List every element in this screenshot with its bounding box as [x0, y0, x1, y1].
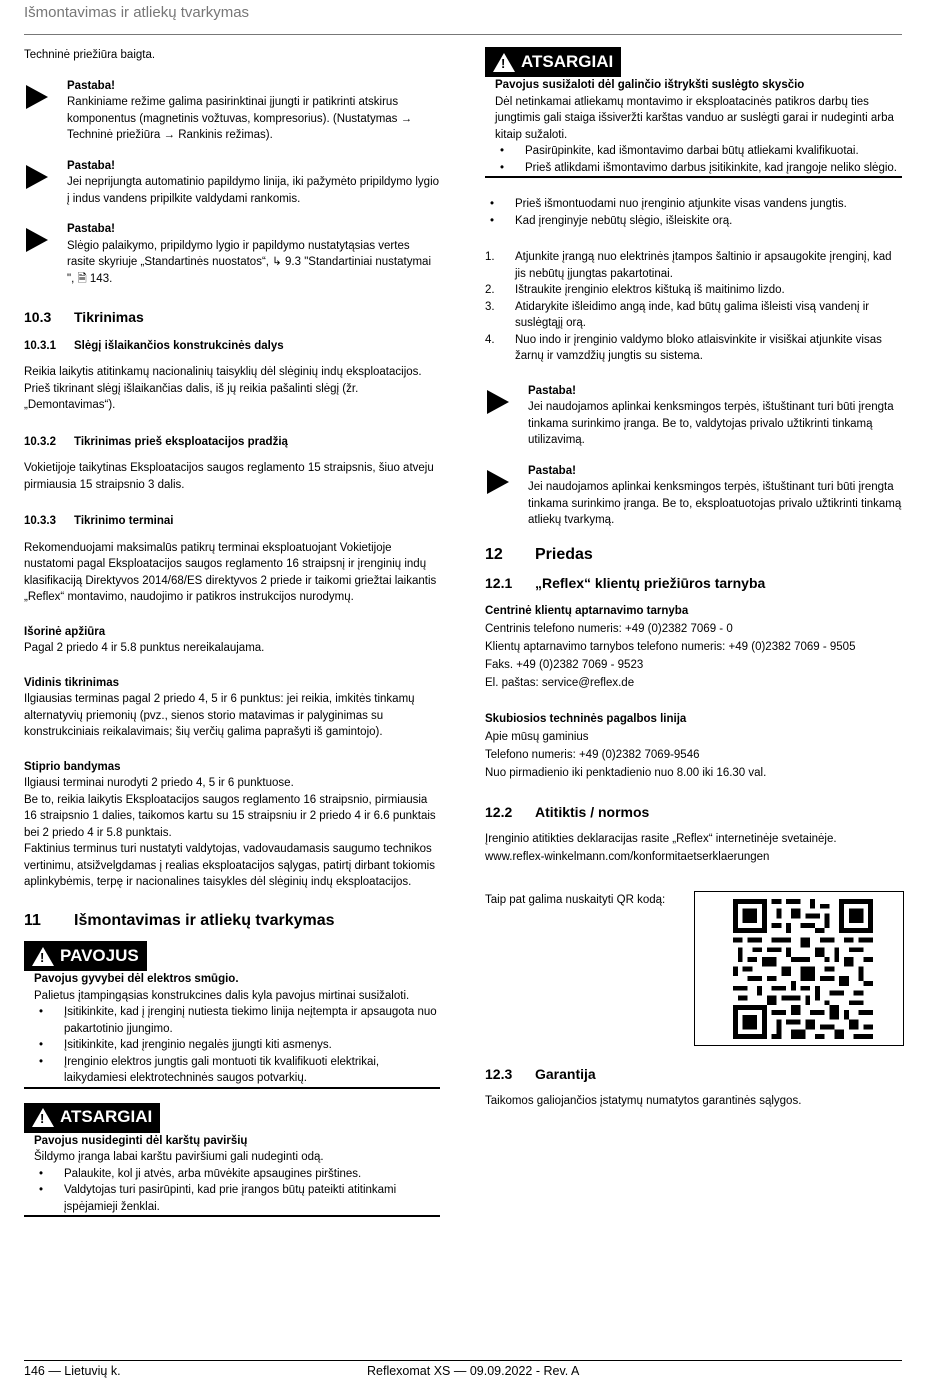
- intro-text: Techninė priežiūra baigta.: [24, 49, 156, 61]
- step-item: 4. Nuo indo ir įrenginio valdymo bloko atlaisvinkite ir visiškai atjunkite visas žarnų ir vamzdžių jungtis su sistema.: [485, 333, 882, 362]
- caution-hot-block: [24, 1103, 440, 1218]
- subheading-strength: Stiprio bandymas: [24, 760, 121, 773]
- contact-line: Apie mūsų gaminius: [485, 730, 589, 743]
- list-item: • Įsitikinkite, kad įrenginio negalės įjungti kiti asmenys.: [34, 1037, 440, 1054]
- caution-body: [24, 1133, 440, 1216]
- note-disposal-2: [485, 463, 902, 529]
- warranty-section: [485, 1066, 902, 1109]
- qr-code-icon: [733, 899, 873, 1039]
- danger-block: [24, 941, 440, 1089]
- note-manual-mode: [24, 78, 440, 144]
- note-disposal-1: [485, 383, 902, 449]
- section-heading-11: 11 Išmontavimas ir atliekų tvarkymas: [24, 911, 335, 929]
- note-title: Pastaba!: [67, 159, 115, 172]
- subheading-hotline: Skubiosios techninės pagalbos linija: [485, 712, 687, 725]
- note-arrow-icon: [487, 390, 509, 414]
- list-item: • Prieš atlikdami išmontavimo darbus įsitikinkite, kad įrangoje neliko slėgio.: [495, 160, 902, 177]
- section-heading-12: 12 Priedas: [485, 545, 593, 563]
- subheading-inner: Vidinis tikrinimas: [24, 676, 120, 689]
- warning-rule: [24, 1087, 440, 1089]
- warning-list: [34, 1166, 440, 1216]
- central-service: [485, 602, 902, 692]
- warning-triangle-icon: !: [32, 947, 54, 966]
- paragraph: Ilgiausias terminas pagal 2 priedo 4, 5 ir 6 punktus: jei reikia, imkitės tinkamų alternatyvių priemonių (pvz., sienos storio matavimas ir palyginimas su konstrukciniais reikalavimais; šių verčių galima paprašyti iš gamintojo).: [24, 693, 415, 738]
- note-text: Rankiniame režime galima pasirinktinai įjungti ir patikrinti atskirus komponentus (magnetinis vožtuvas, kompresorius). (Nustatymas → Techninė priežiūra → Rankinis režimas).: [67, 96, 413, 141]
- paragraph: Vokietijoje taikytinas Eksploatacijos saugos reglamento 15 straipsnis, šiuo atveju pirmiausia 15 straipsnio 3 dalis.: [24, 462, 434, 491]
- note-arrow-icon: [26, 165, 48, 189]
- warning-list: [495, 143, 902, 176]
- step-item: 1. Atjunkite įrangą nuo elektrinės įtampos šaltinio ir apsaugokite įrenginį, kad jis nebūtų įjungtas pakartotinai.: [485, 251, 892, 280]
- paragraph: Taikomos galiojančios įstatymų numatytos garantinės sąlygos.: [485, 1094, 802, 1107]
- note-title: Pastaba!: [528, 384, 576, 397]
- contact-line: Centrinis telefono numeris: +49 (0)2382 7069 - 0: [485, 622, 733, 635]
- list-item: • Palaukite, kol ji atvės, arba mūvėkite apsaugines pirštines.: [34, 1166, 440, 1183]
- contact-line: Nuo pirmadienio iki penktadienio nuo 8.00 iki 16.30 val.: [485, 766, 767, 779]
- caution-badge: ! ATSARGIAI: [485, 47, 621, 77]
- footer-rule: [24, 1360, 902, 1361]
- list-item: • Valdytojas turi pasirūpinti, kad prie įrangos būtų pateikti atitinkami įspėjamieji ženklai.: [34, 1182, 440, 1215]
- header-rule: [24, 34, 902, 35]
- paragraph: Rekomenduojami maksimalūs patikrų terminai eksploatuojant Vokietijoje nustatomi pagal Eksploatacijos saugos reglamento 16 straipsnį ir įrenginių indų klasifikaciją Direktyvos 2014/68/ES direktyvos 2 priede ir taikomi griežtai laikantis „Reflex“ montavimo, naudojimo ir patikros instrukcijos nurodymų.: [24, 541, 437, 603]
- danger-badge: ! PAVOJUS: [24, 941, 147, 971]
- section-heading-12-2: 12.2 Atitiktis / normos: [485, 803, 650, 820]
- contact-line: Klientų aptarnavimo tarnybos telefono numeris: +49 (0)2382 7069 - 9505: [485, 640, 856, 653]
- left-column: [24, 47, 440, 1217]
- paragraph: Reikia laikytis atitinkamų nacionalinių taisyklių dėl slėginių indų eksploatacijos. Prieš tikrinant slėgį išlaikančias dalis, iš jų reikia pašalinti slėgį (žr. „Demontavimas“).: [24, 366, 422, 411]
- conformity-text: [485, 830, 902, 866]
- conformity-url: www.reflex-winkelmann.com/konformitaetserklaerungen: [485, 851, 770, 863]
- warning-text: Šildymo įranga labai karštu paviršiumi gali nudeginti odą.: [34, 1151, 324, 1163]
- right-column: [485, 47, 902, 866]
- note-text: Jei naudojamos aplinkai kenksmingos terpės, ištuštinant turi būti įrengta tinkama surinkimo įranga. Be to, valdytojas privalo užtikrinti tinkamą utilizavimą.: [528, 401, 894, 446]
- paragraph: Įrenginio atitikties deklaracijas rasite „Reflex“ internetinėje svetainėje.: [485, 833, 837, 845]
- caution-pressure-block: [485, 47, 902, 178]
- steps-list: [485, 249, 902, 365]
- paragraph: Pagal 2 priedo 4 ir 5.8 punktus nereikalaujama.: [24, 642, 265, 654]
- list-item: • Prieš išmontuodami nuo įrenginio atjunkite visas vandens jungtis.: [485, 196, 902, 213]
- subheading-outer: Išorinė apžiūra: [24, 625, 106, 638]
- note-arrow-icon: [26, 85, 48, 109]
- hotline: [485, 710, 902, 782]
- precondition-list: [485, 196, 902, 229]
- paragraph: Be to, reikia laikytis Eksploatacijos saugos reglamento 16 straipsnio, pirmiausia 16 straipsnio 1 dalies, taikomos kartu su 15 straipsniu ir 2 priedo 4 ir 6.6 punktais bei 2 priedo 4 ir 5.8 punktais.: [24, 793, 436, 839]
- note-arrow-icon: [487, 470, 509, 494]
- contact-line: El. paštas: service@reflex.de: [485, 676, 635, 689]
- warning-heading: Pavojus susižaloti dėl galinčio ištrykšti suslėgto skysčio: [495, 79, 805, 91]
- section-heading-12-1: 12.1 „Reflex“ klientų priežiūros tarnyba: [485, 575, 766, 591]
- caution-body: [485, 77, 902, 176]
- list-item: • Pasirūpinkite, kad išmontavimo darbai būtų atliekami kvalifikuotai.: [495, 143, 902, 160]
- list-item: • Įrenginio elektros jungtis gali montuoti tik kvalifikuoti elektrikai, laikydamiesi elektrotechninės saugos potvarkių.: [34, 1054, 440, 1087]
- footer-page-language: 146 — Lietuvių k.: [24, 1364, 121, 1378]
- caution-badge: ! ATSARGIAI: [24, 1103, 160, 1133]
- note-arrow-icon: [26, 228, 48, 252]
- section-heading-12-3: 12.3 Garantija: [485, 1066, 596, 1082]
- note-text: Jei neprijungta automatinio papildymo linija, iki pažymėto pripildymo lygio į indus vandens pripilkite valdydami rankomis.: [67, 176, 440, 205]
- warning-heading: Pavojus gyvybei dėl elektros smūgio.: [34, 973, 239, 985]
- footer-document-id: Reflexomat XS — 09.09.2022 - Rev. A: [367, 1364, 580, 1378]
- list-item: • Įsitikinkite, kad į įrenginį nutiesta tiekimo linija neįtempta ir apsaugota nuo pakartotinio įjungimo.: [34, 1004, 440, 1037]
- qr-caption: Taip pat galima nuskaityti QR kodą:: [485, 894, 666, 906]
- step-item: 2. Ištraukite įrenginio elektros kištuką iš maitinimo lizdo.: [485, 284, 785, 296]
- danger-body: [24, 971, 440, 1087]
- contact-line: Telefono numeris: +49 (0)2382 7069-9546: [485, 748, 700, 761]
- warning-rule: [24, 1215, 440, 1217]
- note-settings: [24, 221, 440, 287]
- paragraph: Ilgiausi terminai nurodyti 2 priedo 4, 5 ir 6 punktuose.: [24, 777, 294, 789]
- note-title: Pastaba!: [528, 464, 576, 477]
- warning-triangle-icon: !: [32, 1108, 54, 1127]
- section-heading-10-3-3: 10.3.3 Tikrinimo terminai: [24, 515, 174, 527]
- note-title: Pastaba!: [67, 79, 115, 92]
- paragraph: Faktinius terminus turi nustatyti valdytojas, vadovaudamasis saugumo technikos vertinimu, atsižvelgdamas į realias eksploatacijos sąlygas, patirtį dirbant tokiomis aplinkybėmis, terpę ir nacionalines taisykles dėl slėginių indų eksploatacijos.: [24, 843, 435, 888]
- warning-text: Palietus įtampingąsias konstrukcines dalis kyla pavojus mirtinai susižaloti.: [34, 989, 410, 1002]
- warning-triangle-icon: !: [493, 53, 515, 72]
- warning-text: Dėl netinkamai atliekamų montavimo ir eksploatacinės patikros darbų ties jungtimis gali staiga išsiveržti karštas vanduo ar suslėgti garai ir nudeginti arba kitaip sužaloti.: [495, 95, 894, 141]
- running-header: Išmontavimas ir atliekų tvarkymas: [24, 4, 250, 21]
- step-item: 3. Atidarykite išleidimo angą inde, kad būtų galima išleisti visą vandenį ir suslėgtąjį orą.: [485, 300, 870, 329]
- note-text: Slėgio palaikymo, pripildymo lygio ir papildymo nustatytąsias vertes rasite skyriuje „Standartinės nuostatos“, ↳ 9.3 "Standartiniai nustatymai ", 🗎 143.: [67, 239, 432, 285]
- note-title: Pastaba!: [67, 223, 115, 235]
- subheading-central: Centrinė klientų aptarnavimo tarnyba: [485, 604, 689, 617]
- note-text: Jei naudojamos aplinkai kenksmingos terpės, ištuštinant turi būti įrengta tinkama surinkimo įranga. Be to, eksploatuotojas privalo užtikrinti tinkamą atliekų tvarkymą.: [528, 481, 902, 526]
- list-item: • Kad įrenginyje nebūtų slėgio, išleiskite orą.: [485, 213, 902, 230]
- qr-code-frame: [694, 891, 904, 1046]
- warning-heading: Pavojus nusideginti dėl karštų paviršių: [34, 1134, 248, 1147]
- contact-line: Faks. +49 (0)2382 7069 - 9523: [485, 658, 644, 671]
- section-heading-10-3: 10.3 Tikrinimas: [24, 309, 144, 325]
- section-heading-10-3-2: 10.3.2 Tikrinimas prieš eksploatacijos pradžią: [24, 435, 288, 448]
- section-heading-10-3-1: 10.3.1 Slėgį išlaikančios konstrukcinės dalys: [24, 339, 284, 352]
- warning-rule: [485, 176, 902, 178]
- warning-list: [34, 1004, 440, 1087]
- note-refill: [24, 158, 440, 208]
